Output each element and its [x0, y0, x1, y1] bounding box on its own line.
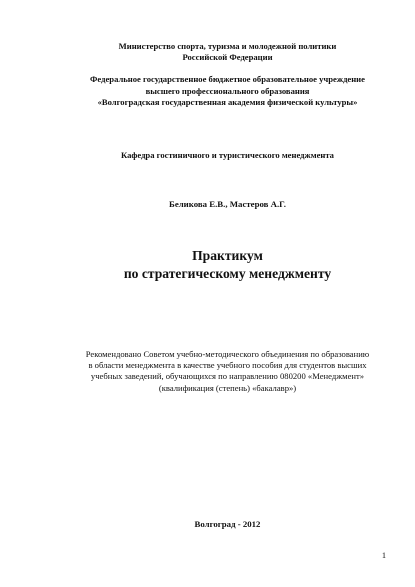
recommendation-line: (квалификация (степень) «бакалавр») [158, 382, 297, 393]
recommendation-line: учебных заведений, обучающихся по направлению 080200 «Менеджмент» [90, 371, 365, 382]
recommendation-line: в области менеджмента в качестве учебного пособия для студентов высших [88, 360, 367, 371]
title-line: Практикум [192, 248, 263, 263]
authors-line: Беликова Е.В., Мастеров А.Г. [169, 199, 286, 209]
department-line: Кафедра гостиничного и туристического менеджмента [121, 150, 334, 160]
page-number: 1 [381, 551, 386, 560]
city-year [40, 519, 415, 530]
authors [40, 199, 415, 210]
institution-line: «Волгоградская государственная академия физической культуры» [97, 97, 358, 107]
recommendation-note [40, 349, 415, 394]
institution-heading [40, 74, 415, 109]
institution-line: высшего профессионального образования [145, 85, 310, 96]
institution-line: Федеральное государственное бюджетное образовательное учреждение [90, 74, 365, 84]
recommendation-line: Рекомендовано Советом учебно-методического объединения по образованию [85, 349, 370, 359]
ministry-line: Российской Федерации [182, 52, 273, 62]
ministry-line: Министерство спорта, туризма и молодежной политики [118, 41, 337, 51]
city-year-line: Волгоград - 2012 [194, 519, 261, 529]
ministry-heading [40, 41, 415, 63]
department-name [40, 150, 415, 161]
title-line: по стратегическому менеджменту [123, 266, 332, 281]
document-title [40, 247, 415, 283]
